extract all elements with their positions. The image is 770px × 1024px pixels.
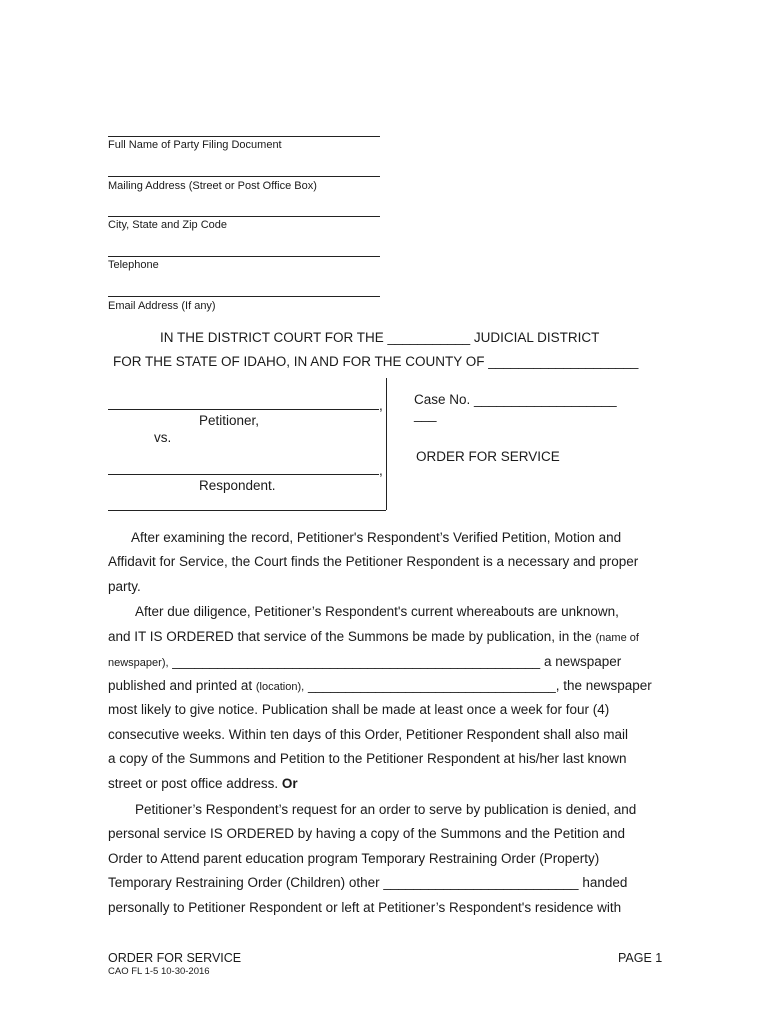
mailing-address-label: Mailing Address (Street or Post Office Box) <box>108 180 317 192</box>
location-hint: (location), <box>255 681 305 693</box>
body-line: Petitioner’s Respondent’s request for an order to serve by publication is denied, and <box>135 802 637 817</box>
body-line: personally to Petitioner Respondent or left at Petitioner’s Respondent's residence with <box>108 900 622 915</box>
email-line[interactable] <box>108 296 380 297</box>
body-line <box>108 629 639 644</box>
court-header-line2: FOR THE STATE OF IDAHO, IN AND FOR THE COUNTY OF ____________________ <box>113 354 639 369</box>
body-line: Order to Attend parent education program Temporary Restraining Order (Property) <box>108 851 600 866</box>
respondent-comma: , <box>379 463 383 478</box>
full-name-label: Full Name of Party Filing Document <box>108 139 282 151</box>
respondent-label: Respondent. <box>199 478 276 493</box>
body-line <box>108 654 621 669</box>
body-text-segment: street or post office address. <box>108 776 279 791</box>
telephone-line[interactable] <box>108 256 380 257</box>
or-label: Or <box>281 776 298 791</box>
caption-bottom-line <box>108 510 386 511</box>
body-line: After examining the record, Petitioner's Respondent’s Verified Petition, Motion and <box>131 530 622 545</box>
court-header-line1: IN THE DISTRICT COURT FOR THE ___________ JUDICIAL DISTRICT <box>160 330 600 345</box>
versus-label: vs. <box>154 430 172 445</box>
body-line: consecutive weeks. Within ten days of this Order, Petitioner Respondent shall also mail <box>108 727 629 742</box>
telephone-label: Telephone <box>108 259 159 271</box>
case-number-continuation: ___ <box>414 407 437 422</box>
body-line: After due diligence, Petitioner’s Respondent's current whereabouts are unknown, <box>135 604 619 619</box>
city-state-zip-line[interactable] <box>108 216 380 217</box>
petitioner-comma: , <box>379 398 383 413</box>
full-name-line[interactable] <box>108 136 380 137</box>
case-number-field[interactable]: Case No. ___________________ <box>414 392 617 407</box>
caption-vertical-divider <box>386 378 387 510</box>
mailing-address-line[interactable] <box>108 176 380 177</box>
page-number: PAGE 1 <box>618 951 663 965</box>
respondent-name-line[interactable] <box>108 474 379 475</box>
body-line: Affidavit for Service, the Court finds the Petitioner Respondent is a necessary and proper <box>108 554 639 569</box>
city-state-zip-label: City, State and Zip Code <box>108 219 228 231</box>
body-line: a copy of the Summons and Petition to the Petitioner Respondent at his/her last known <box>108 751 627 766</box>
body-text-segment: and IT IS ORDERED that service of the Summons be made by publication, in the <box>108 629 592 644</box>
email-label: Email Address (If any) <box>108 300 216 312</box>
location-field[interactable]: _________________________________, the newspaper <box>304 678 652 693</box>
body-line: Temporary Restraining Order (Children) other __________________________ handed <box>108 875 628 890</box>
petitioner-name-line[interactable] <box>108 409 379 410</box>
name-of-newspaper-hint: (name of <box>595 632 639 644</box>
document-title: ORDER FOR SERVICE <box>416 449 560 464</box>
newspaper-name-field[interactable]: _________________________________________________ a newspaper <box>168 654 622 669</box>
body-line <box>108 776 298 791</box>
body-line: most likely to give notice. Publication shall be made at least once a week for four (4) <box>108 702 610 717</box>
footer-title: ORDER FOR SERVICE <box>108 951 242 965</box>
petitioner-label: Petitioner, <box>199 413 260 428</box>
body-line <box>108 678 652 693</box>
form-code: CAO FL 1-5 10-30-2016 <box>108 966 210 977</box>
body-line: personal service IS ORDERED by having a copy of the Summons and the Petition and <box>108 826 626 841</box>
newspaper-hint: newspaper), <box>108 657 169 669</box>
body-text-segment: published and printed at <box>108 678 253 693</box>
body-line: party. <box>108 579 141 594</box>
